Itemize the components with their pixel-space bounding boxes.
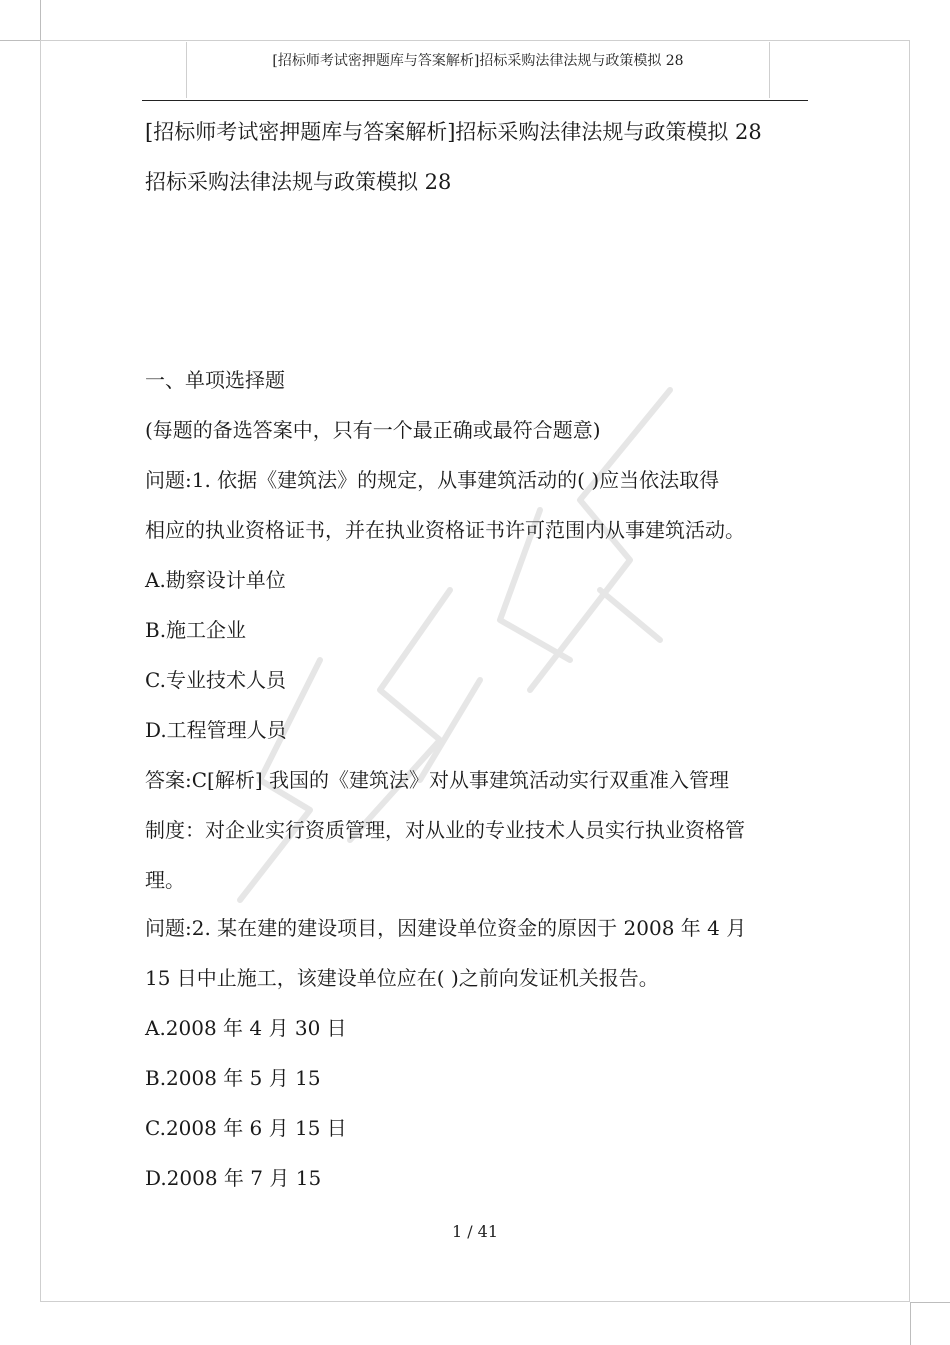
- question-2-option-c: C.2008 年 6 月 15 日: [145, 1116, 347, 1140]
- question-2-option-a: A.2008 年 4 月 30 日: [145, 1016, 347, 1040]
- crop-mark-bottom-right: [910, 1302, 950, 1345]
- question-1-option-a: A.勘察设计单位: [145, 568, 286, 592]
- crop-mark-top-left: [0, 0, 41, 41]
- question-1-answer-line-1: 答案:C[解析] 我国的《建筑法》对从事建筑活动实行双重准入管理: [145, 768, 730, 792]
- question-1-stem-line-1: 问题:1. 依据《建筑法》的规定，从事建筑活动的( )应当依法取得: [145, 468, 720, 492]
- question-2-stem-line-1: 问题:2. 某在建的建设项目，因建设单位资金的原因于 2008 年 4 月: [145, 916, 747, 940]
- question-2-option-d: D.2008 年 7 月 15: [145, 1166, 322, 1190]
- question-1-option-c: C.专业技术人员: [145, 668, 286, 692]
- document-title-line-2: 招标采购法律法规与政策模拟 28: [145, 170, 452, 194]
- question-1-option-b: B.施工企业: [145, 618, 247, 642]
- page-number: 1 / 41: [451, 1222, 499, 1241]
- running-header: [186, 42, 770, 98]
- section-instruction: (每题的备选答案中，只有一个最正确或最符合题意): [145, 418, 601, 442]
- document-title-line-1: [招标师考试密押题库与答案解析]招标采购法律法规与政策模拟 28: [145, 120, 762, 144]
- running-header-title: [招标师考试密押题库与答案解析]招标采购法律法规与政策模拟 28: [272, 53, 684, 69]
- question-1-answer-line-2: 制度：对企业实行资质管理，对从业的专业技术人员实行执业资格管: [145, 818, 745, 842]
- question-2-stem-line-2: 15 日中止施工，该建设单位应在( )之前向发证机关报告。: [145, 966, 659, 990]
- question-2-option-b: B.2008 年 5 月 15: [145, 1066, 321, 1090]
- question-1-stem-line-2: 相应的执业资格证书，并在执业资格证书许可范围内从事建筑活动。: [145, 518, 745, 542]
- question-1-option-d: D.工程管理人员: [145, 718, 287, 742]
- section-heading: 一、单项选择题: [145, 368, 285, 392]
- header-rule: [142, 100, 808, 101]
- question-1-answer-line-3: 理。: [145, 868, 185, 892]
